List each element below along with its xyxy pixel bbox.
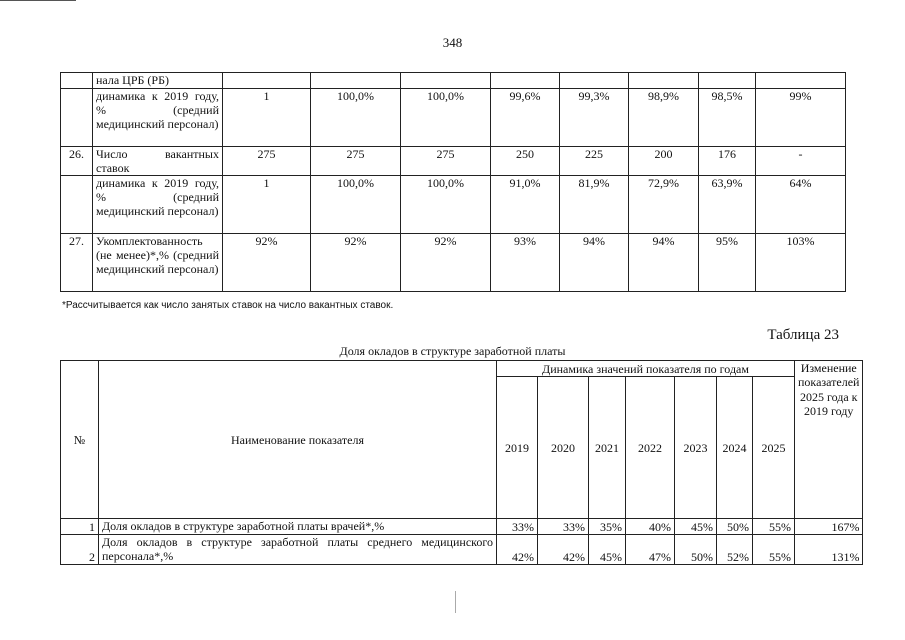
staffing-table	[60, 72, 846, 292]
indicator-name: динамика к 2019 году, % (средний медицинский персонал)	[93, 89, 223, 147]
indicator-name: Укомплектованность (не менее)*,% (средний медицинский персонал)	[93, 234, 223, 292]
cell-value	[491, 73, 560, 89]
table-row	[61, 89, 846, 147]
cell-value: 55%	[753, 519, 795, 535]
cell-value	[756, 73, 846, 89]
header-row	[61, 361, 863, 377]
cell-value	[311, 73, 401, 89]
cell-value: 275	[401, 147, 491, 176]
table-row	[61, 176, 846, 234]
cell-value: 92%	[311, 234, 401, 292]
cell-value: 47%	[626, 535, 675, 565]
indicator-name: Число вакантных ставок	[93, 147, 223, 176]
footnote: *Рассчитывается как число занятых ставок на число вакантных ставок.	[62, 300, 394, 311]
cell-value: 94%	[560, 234, 629, 292]
cell-value	[401, 73, 491, 89]
cell-value: 50%	[675, 535, 717, 565]
row-number	[61, 73, 93, 89]
cell-value: 45%	[675, 519, 717, 535]
cell-value: 176	[699, 147, 756, 176]
indicator-name: нала ЦРБ (РБ)	[93, 73, 223, 89]
cell-value: 93%	[491, 234, 560, 292]
table-row	[61, 73, 846, 89]
cell-value	[223, 73, 311, 89]
salary-share-table	[60, 360, 863, 565]
cell-value: 50%	[717, 519, 753, 535]
cell-value: 98,5%	[699, 89, 756, 147]
cell-value: 100,0%	[311, 176, 401, 234]
cell-value: 99%	[756, 89, 846, 147]
scan-artifact-line	[455, 591, 456, 613]
cell-change: 167%	[795, 519, 863, 535]
cell-value: 92%	[223, 234, 311, 292]
header-year: 2019	[497, 377, 538, 519]
cell-value: 100,0%	[401, 176, 491, 234]
cell-value: 33%	[538, 519, 589, 535]
cell-value: 1	[223, 176, 311, 234]
cell-value: 99,6%	[491, 89, 560, 147]
cell-value: 99,3%	[560, 89, 629, 147]
cell-value	[560, 73, 629, 89]
header-year: 2022	[626, 377, 675, 519]
cell-value: 103%	[756, 234, 846, 292]
cell-value: 91,0%	[491, 176, 560, 234]
header-year: 2021	[589, 377, 626, 519]
row-number: 2	[61, 535, 99, 565]
cell-value: 1	[223, 89, 311, 147]
indicator-name: Доля окладов в структуре заработной платы врачей*,%	[99, 519, 497, 535]
header-number: №	[61, 361, 99, 519]
cell-value: 42%	[497, 535, 538, 565]
row-number: 1	[61, 519, 99, 535]
cell-value: 275	[223, 147, 311, 176]
row-number: 27.	[61, 234, 93, 292]
cell-value: 52%	[717, 535, 753, 565]
cell-value: 72,9%	[629, 176, 699, 234]
cell-value: 200	[629, 147, 699, 176]
cell-value	[629, 73, 699, 89]
top-edge-line	[0, 0, 76, 1]
header-year: 2024	[717, 377, 753, 519]
cell-value: 275	[311, 147, 401, 176]
header-dynamics: Динамика значений показателя по годам	[497, 361, 795, 377]
cell-value: 92%	[401, 234, 491, 292]
header-year: 2025	[753, 377, 795, 519]
header-change: Изменение показателей 2025 года к 2019 году	[795, 361, 863, 519]
cell-value	[699, 73, 756, 89]
cell-value: 55%	[753, 535, 795, 565]
cell-value: 63,9%	[699, 176, 756, 234]
table-label: Таблица 23	[767, 327, 839, 343]
cell-value: 98,9%	[629, 89, 699, 147]
cell-value: 100,0%	[401, 89, 491, 147]
cell-change: 131%	[795, 535, 863, 565]
table-caption: Доля окладов в структуре заработной платы	[339, 344, 566, 358]
cell-value: 42%	[538, 535, 589, 565]
row-number	[61, 89, 93, 147]
cell-value: 95%	[699, 234, 756, 292]
cell-value: 33%	[497, 519, 538, 535]
cell-value: -	[756, 147, 846, 176]
header-year: 2020	[538, 377, 589, 519]
indicator-name: Доля окладов в структуре заработной платы среднего медицинского персонала*,%	[99, 535, 497, 565]
cell-value: 100,0%	[311, 89, 401, 147]
cell-value: 225	[560, 147, 629, 176]
cell-value: 45%	[589, 535, 626, 565]
cell-value: 35%	[589, 519, 626, 535]
cell-value: 94%	[629, 234, 699, 292]
table-row	[61, 519, 863, 535]
cell-value: 81,9%	[560, 176, 629, 234]
table-row	[61, 234, 846, 292]
cell-value: 40%	[626, 519, 675, 535]
page-number: 348	[442, 35, 463, 50]
cell-value: 64%	[756, 176, 846, 234]
table-row	[61, 535, 863, 565]
row-number: 26.	[61, 147, 93, 176]
cell-value: 250	[491, 147, 560, 176]
header-year: 2023	[675, 377, 717, 519]
table-row	[61, 147, 846, 176]
header-indicator: Наименование показателя	[99, 361, 497, 519]
row-number	[61, 176, 93, 234]
indicator-name: динамика к 2019 году, % (средний медицинский персонал)	[93, 176, 223, 234]
